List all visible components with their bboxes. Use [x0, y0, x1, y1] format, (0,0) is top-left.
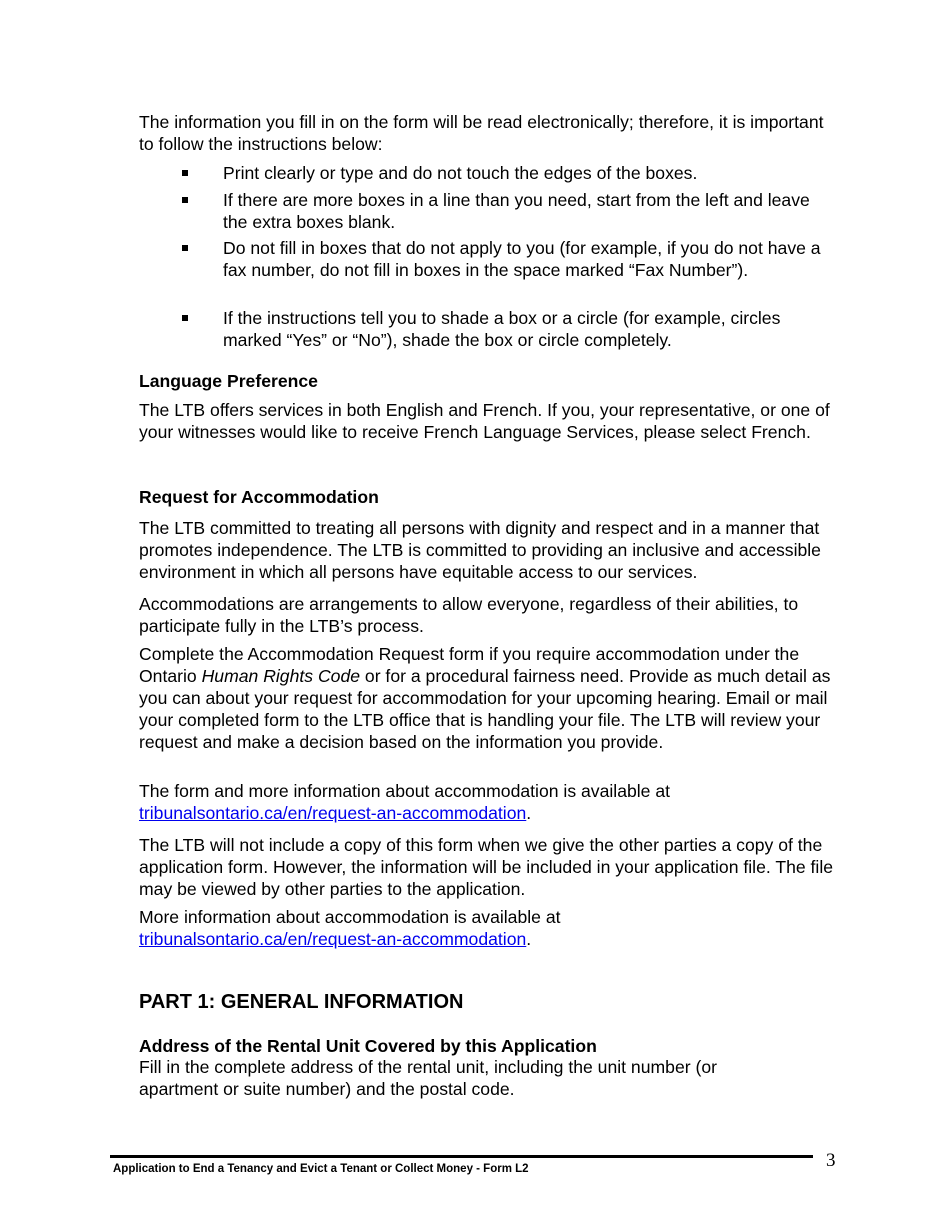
p3-text-a: Complete the Accommodation Request form if you require accommodation under the Ontario	[139, 644, 800, 686]
rental-unit-text: Fill in the complete address of the rental unit, including the unit number (or apartment or suite number) and the postal code.	[139, 1057, 717, 1099]
page-number: 3	[826, 1150, 836, 1171]
language-text: The LTB offers services in both English and French. If you, your representative, or one of your witnesses would like to receive French Language Services, please select French.	[139, 400, 830, 442]
p6-text: More information about accommodation is available at	[139, 907, 561, 927]
accommodation-p5: The LTB will not include a copy of this form when we give the other parties a copy of the application form. However, the information will be included in your application file. The file may be viewed by other parties to the application.	[139, 835, 834, 899]
footer-title: Application to End a Tenancy and Evict a Tenant or Collect Money - Form L2	[113, 1163, 529, 1175]
accommodation-heading: Request for Accommodation	[139, 487, 379, 507]
period: .	[526, 929, 532, 949]
accommodation-p3	[139, 643, 839, 753]
accommodation-p6	[139, 906, 839, 950]
p4-text: The form and more information about accommodation is available at	[139, 781, 671, 801]
accommodation-p4	[139, 780, 839, 824]
footer-divider	[110, 1155, 813, 1158]
part1-heading: PART 1: GENERAL INFORMATION	[139, 991, 464, 1013]
language-heading: Language Preference	[139, 371, 318, 391]
p3-text-b: or for a procedural fairness need. Provide as much detail as you can about your request for accommodation for your upcoming hearing. Email or mail your completed form to the LTB office that is handling your file. The LTB will review your request and make a decision based on the information you provide.	[139, 666, 831, 752]
intro-paragraph: The information you fill in on the form will be read electronically; therefore, it is important to follow the instructions below:	[139, 112, 824, 154]
instruction-bullet: Do not fill in boxes that do not apply to you (for example, if you do not have a fax number, do not fill in boxes in the space marked “Fax Number”).	[223, 237, 833, 281]
accommodation-p2: Accommodations are arrangements to allow everyone, regardless of their abilities, to participate fully in the LTB’s process.	[139, 594, 799, 636]
accommodation-link-2[interactable]: tribunalsontario.ca/en/request-an-accommodation	[139, 929, 527, 949]
rental-unit-heading: Address of the Rental Unit Covered by this Application	[139, 1036, 597, 1056]
period: .	[526, 803, 532, 823]
accommodation-link[interactable]: tribunalsontario.ca/en/request-an-accommodation	[139, 803, 527, 823]
instruction-bullet: If there are more boxes in a line than you need, start from the left and leave the extra boxes blank.	[223, 189, 833, 233]
human-rights-code: Human Rights Code	[201, 666, 361, 686]
instruction-bullet: If the instructions tell you to shade a box or a circle (for example, circles marked “Yes” or “No”), shade the box or circle completely.	[223, 307, 833, 351]
accommodation-p1: The LTB committed to treating all persons with dignity and respect and in a manner that promotes independence. The LTB is committed to providing an inclusive and accessible environment in which all persons have equitable access to our services.	[139, 518, 821, 582]
instruction-bullet: Print clearly or type and do not touch the edges of the boxes.	[223, 162, 833, 184]
